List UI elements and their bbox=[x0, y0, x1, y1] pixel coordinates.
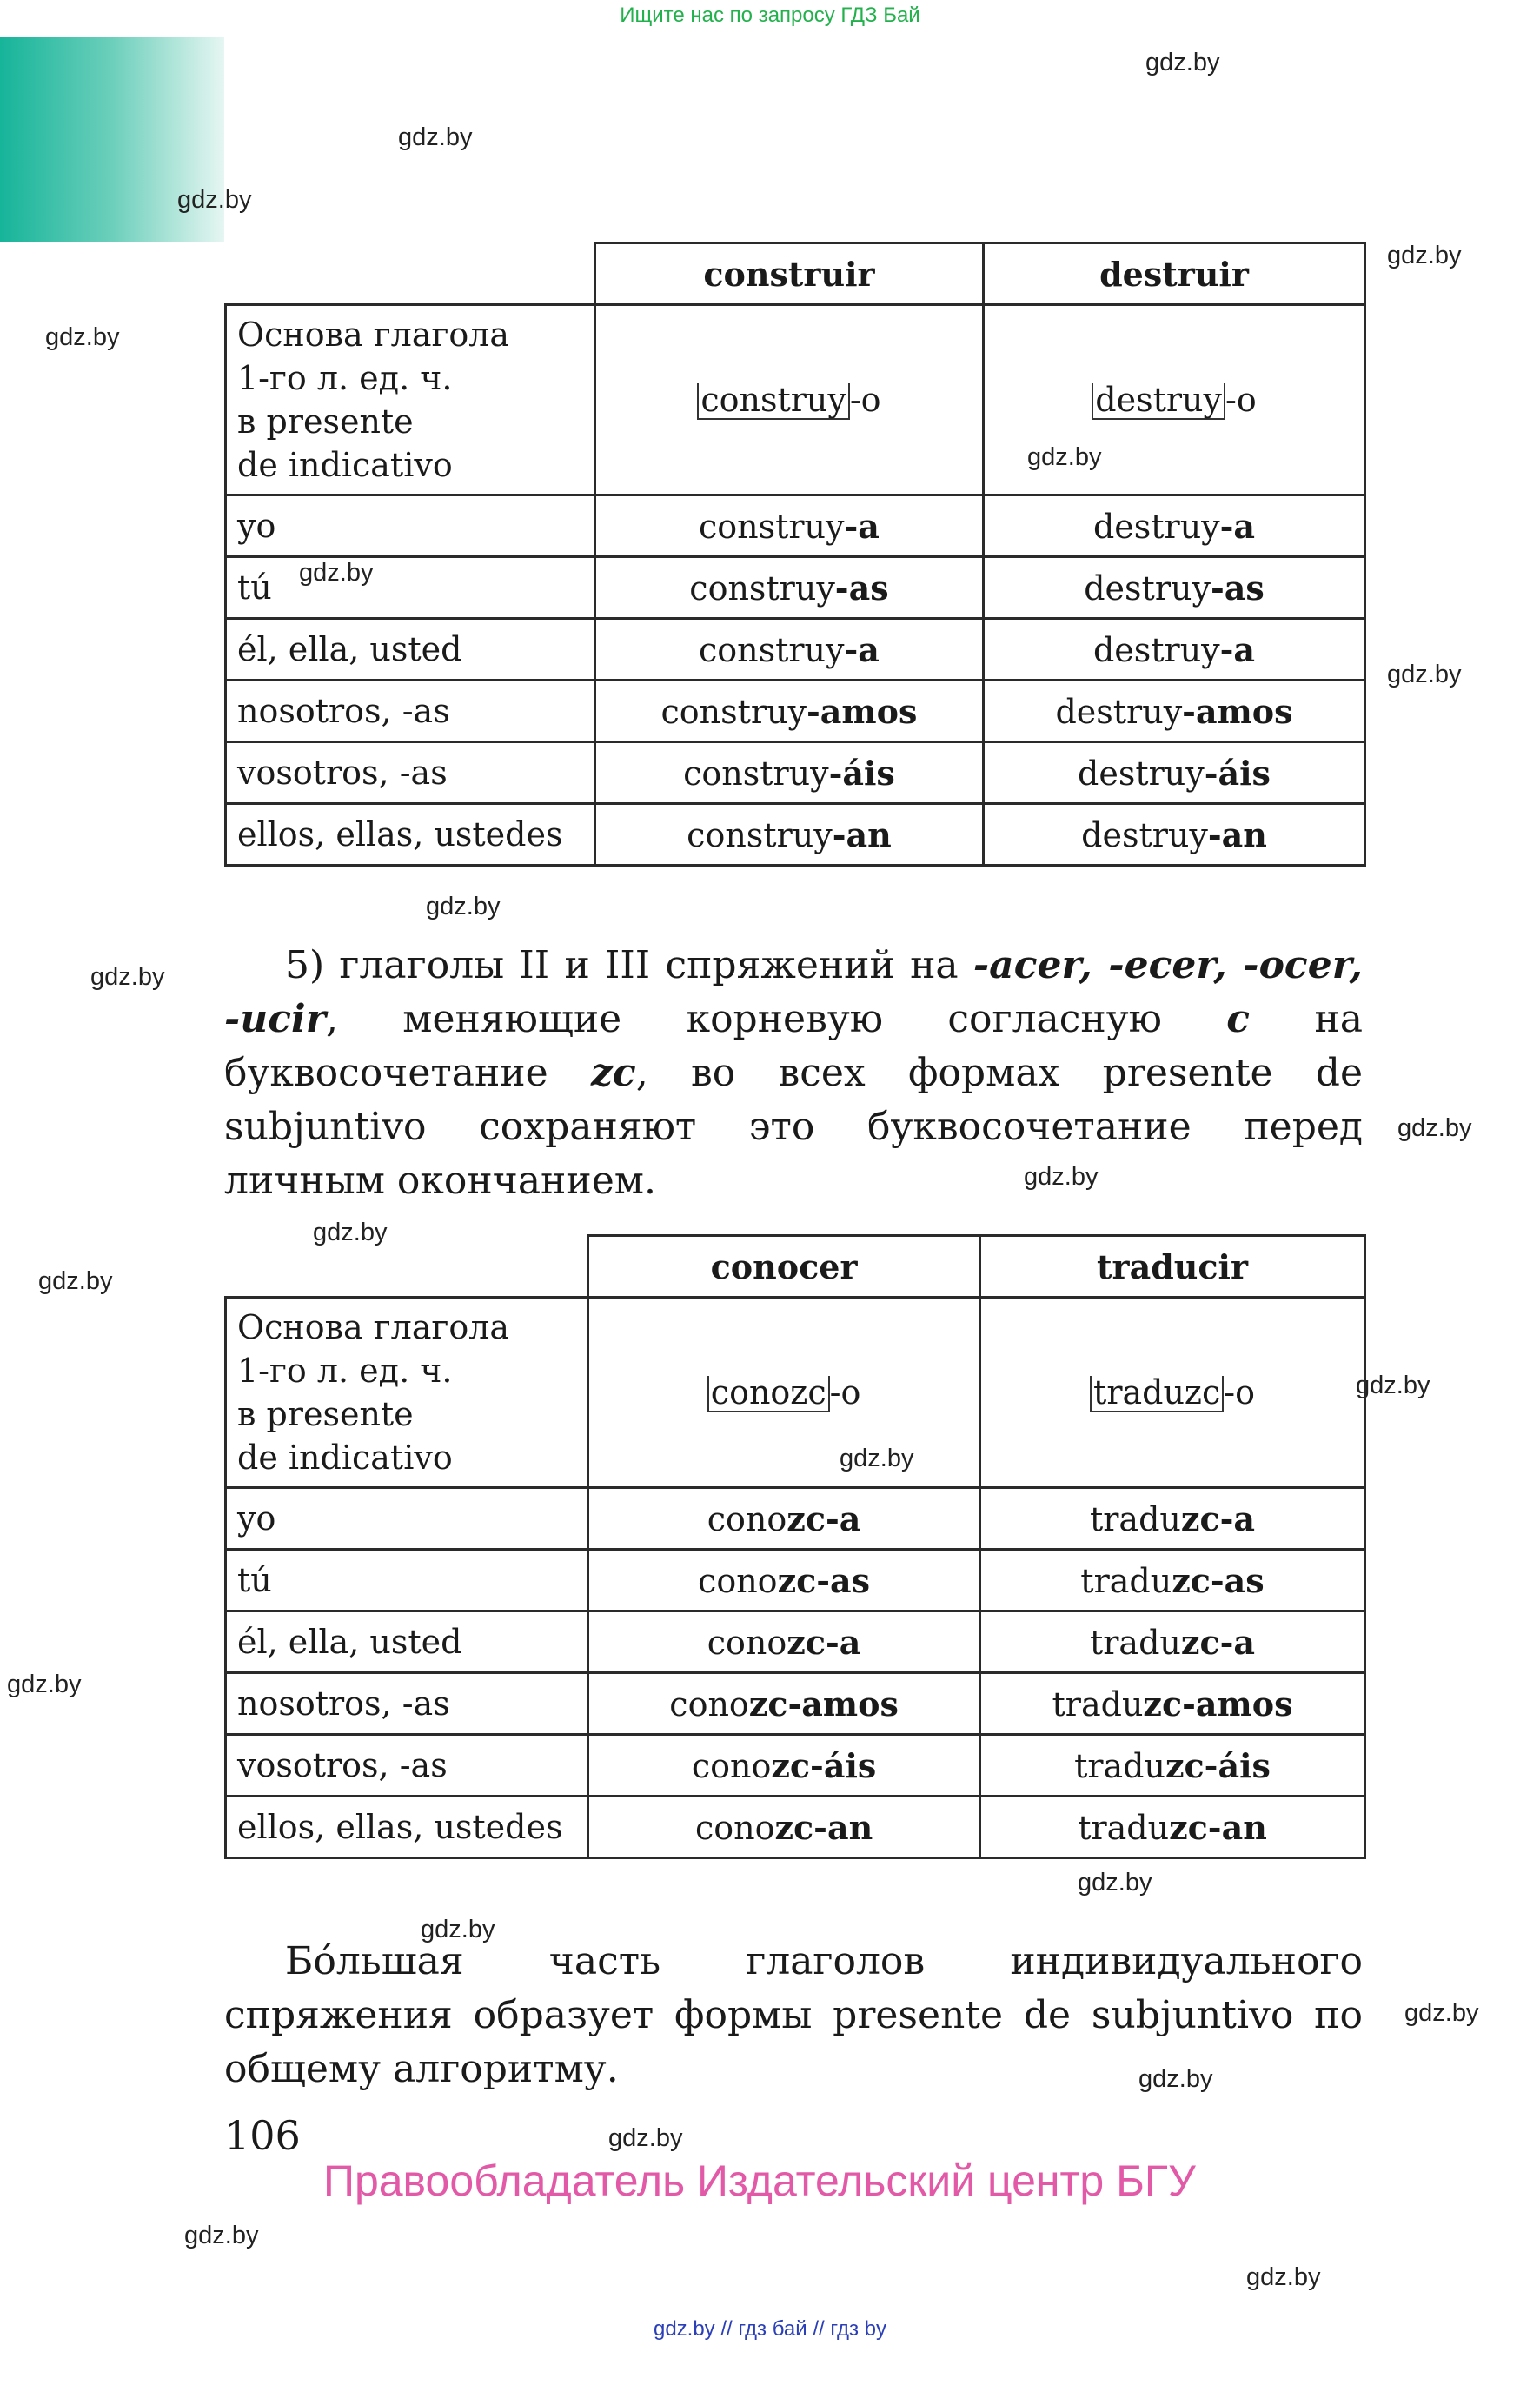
stem-cell: destruy -o bbox=[983, 305, 1364, 495]
rule-paragraph: 5) глаголы II и III спряжений на -acer, -ecer, -ocer, -ucir, меняющие корневую согласную c на буквосочетание zc, во всех формах presente de subjuntivo сохраняют это буквосочетание перед личным окончанием. bbox=[224, 943, 1364, 1203]
pronoun-cell: él, ella, usted bbox=[226, 619, 595, 681]
table-row bbox=[226, 1550, 1365, 1611]
form-cell: destruy-amos bbox=[983, 681, 1364, 742]
pronoun-cell: ellos, ellas, ustedes bbox=[226, 804, 595, 866]
watermark: gdz.by bbox=[426, 893, 501, 920]
page-number: 106 bbox=[224, 2112, 301, 2159]
pronoun-cell: ellos, ellas, ustedes bbox=[226, 1797, 588, 1858]
watermark: gdz.by bbox=[1024, 1163, 1099, 1191]
form-cell: conozc-a bbox=[588, 1611, 980, 1673]
watermark: gdz.by bbox=[177, 186, 252, 214]
conjugation-table-construir-destruir bbox=[224, 242, 1366, 867]
watermark: gdz.by bbox=[1404, 1999, 1479, 2027]
watermark: gdz.by bbox=[1138, 2065, 1213, 2093]
watermark: gdz.by bbox=[1027, 443, 1102, 471]
watermark: gdz.by bbox=[38, 1267, 113, 1295]
table-row bbox=[226, 495, 1365, 557]
form-cell: construy-as bbox=[594, 557, 983, 619]
watermark: gdz.by bbox=[1145, 49, 1220, 76]
watermark: gdz.by bbox=[1356, 1372, 1430, 1399]
form-cell: traduzc-a bbox=[980, 1488, 1365, 1550]
copyright-notice: Правообладатель Издательский центр БГУ bbox=[323, 2156, 1196, 2205]
form-cell: traduzc-a bbox=[980, 1611, 1365, 1673]
form-cell: conozc-as bbox=[588, 1550, 980, 1611]
watermark: gdz.by bbox=[45, 323, 120, 351]
table-row bbox=[226, 619, 1365, 681]
watermark: gdz.by bbox=[1397, 1114, 1472, 1142]
watermark: gdz.by bbox=[90, 963, 165, 991]
stem-cell: construy -o bbox=[594, 305, 983, 495]
watermark: gdz.by bbox=[313, 1219, 388, 1246]
watermark: gdz.by bbox=[7, 1671, 82, 1698]
table-row bbox=[226, 557, 1365, 619]
form-cell: construy-a bbox=[594, 495, 983, 557]
form-cell: traduzc-an bbox=[980, 1797, 1365, 1858]
form-cell: conozc-a bbox=[588, 1488, 980, 1550]
top-banner[interactable]: Ищите нас по запросу ГДЗ Бай bbox=[620, 3, 920, 27]
watermark: gdz.by bbox=[1078, 1869, 1152, 1897]
form-cell: conozc-an bbox=[588, 1797, 980, 1858]
form-cell: construy-áis bbox=[594, 742, 983, 804]
pronoun-cell: él, ella, usted bbox=[226, 1611, 588, 1673]
column-header: construir bbox=[594, 243, 983, 305]
form-cell: traduzc-as bbox=[980, 1550, 1365, 1611]
stem-label-cell: Основа глагола 1-го л. ед. ч. в presente de indicativo bbox=[226, 1298, 588, 1488]
form-cell: destruy-a bbox=[983, 495, 1364, 557]
form-cell: destruy-as bbox=[983, 557, 1364, 619]
pronoun-cell: yo bbox=[226, 495, 595, 557]
form-cell: construy-amos bbox=[594, 681, 983, 742]
form-cell: destruy-áis bbox=[983, 742, 1364, 804]
form-cell: construy-an bbox=[594, 804, 983, 866]
stem-label-cell: Основа глагола 1-го л. ед. ч. в presente de indicativo bbox=[226, 305, 595, 495]
watermark: gdz.by bbox=[608, 2124, 683, 2152]
watermark: gdz.by bbox=[1387, 661, 1462, 688]
footer-links[interactable]: gdz.by // гдз бай // гдз by bbox=[653, 2317, 887, 2341]
table-row bbox=[226, 1797, 1365, 1858]
stem-cell: traduzc -o bbox=[980, 1298, 1365, 1488]
stem-bracket: traduzc bbox=[1090, 1376, 1224, 1412]
conjugation-table-conocer-traducir bbox=[224, 1234, 1366, 1859]
form-cell: construy-a bbox=[594, 619, 983, 681]
watermark: gdz.by bbox=[421, 1916, 495, 1943]
column-header: traducir bbox=[980, 1236, 1365, 1298]
watermark: gdz.by bbox=[1246, 2263, 1321, 2291]
form-cell: traduzc-amos bbox=[980, 1673, 1365, 1735]
watermark: gdz.by bbox=[184, 2222, 259, 2249]
watermark: gdz.by bbox=[398, 123, 473, 151]
table-row bbox=[226, 1735, 1365, 1797]
table-row bbox=[226, 742, 1365, 804]
table-row bbox=[226, 1611, 1365, 1673]
form-cell: conozc-áis bbox=[588, 1735, 980, 1797]
form-cell: destruy-a bbox=[983, 619, 1364, 681]
pronoun-cell: yo bbox=[226, 1488, 588, 1550]
table-row bbox=[226, 1488, 1365, 1550]
table-row bbox=[226, 1673, 1365, 1735]
table-row bbox=[226, 681, 1365, 742]
form-cell: conozc-amos bbox=[588, 1673, 980, 1735]
pronoun-cell: tú bbox=[226, 1550, 588, 1611]
pronoun-cell: nosotros, -as bbox=[226, 681, 595, 742]
form-cell: traduzc-áis bbox=[980, 1735, 1365, 1797]
column-header: conocer bbox=[588, 1236, 980, 1298]
pronoun-cell: nosotros, -as bbox=[226, 1673, 588, 1735]
pronoun-cell: vosotros, -as bbox=[226, 1735, 588, 1797]
summary-paragraph: Бóльшая часть глаголов индивидуального спряжения образует формы presente de subjuntivo по общему алгоритму. bbox=[224, 1939, 1363, 2091]
watermark: gdz.by bbox=[1387, 242, 1462, 269]
stem-bracket: construy bbox=[697, 383, 850, 420]
pronoun-cell: tú bbox=[226, 557, 595, 619]
form-cell: destruy-an bbox=[983, 804, 1364, 866]
stem-bracket: destruy bbox=[1092, 383, 1225, 420]
watermark: gdz.by bbox=[299, 559, 374, 587]
stem-cell: conozc -o bbox=[588, 1298, 980, 1488]
watermark: gdz.by bbox=[840, 1445, 914, 1472]
table-row bbox=[226, 804, 1365, 866]
pronoun-cell: vosotros, -as bbox=[226, 742, 595, 804]
column-header: destruir bbox=[983, 243, 1364, 305]
stem-bracket: conozc bbox=[707, 1376, 830, 1412]
